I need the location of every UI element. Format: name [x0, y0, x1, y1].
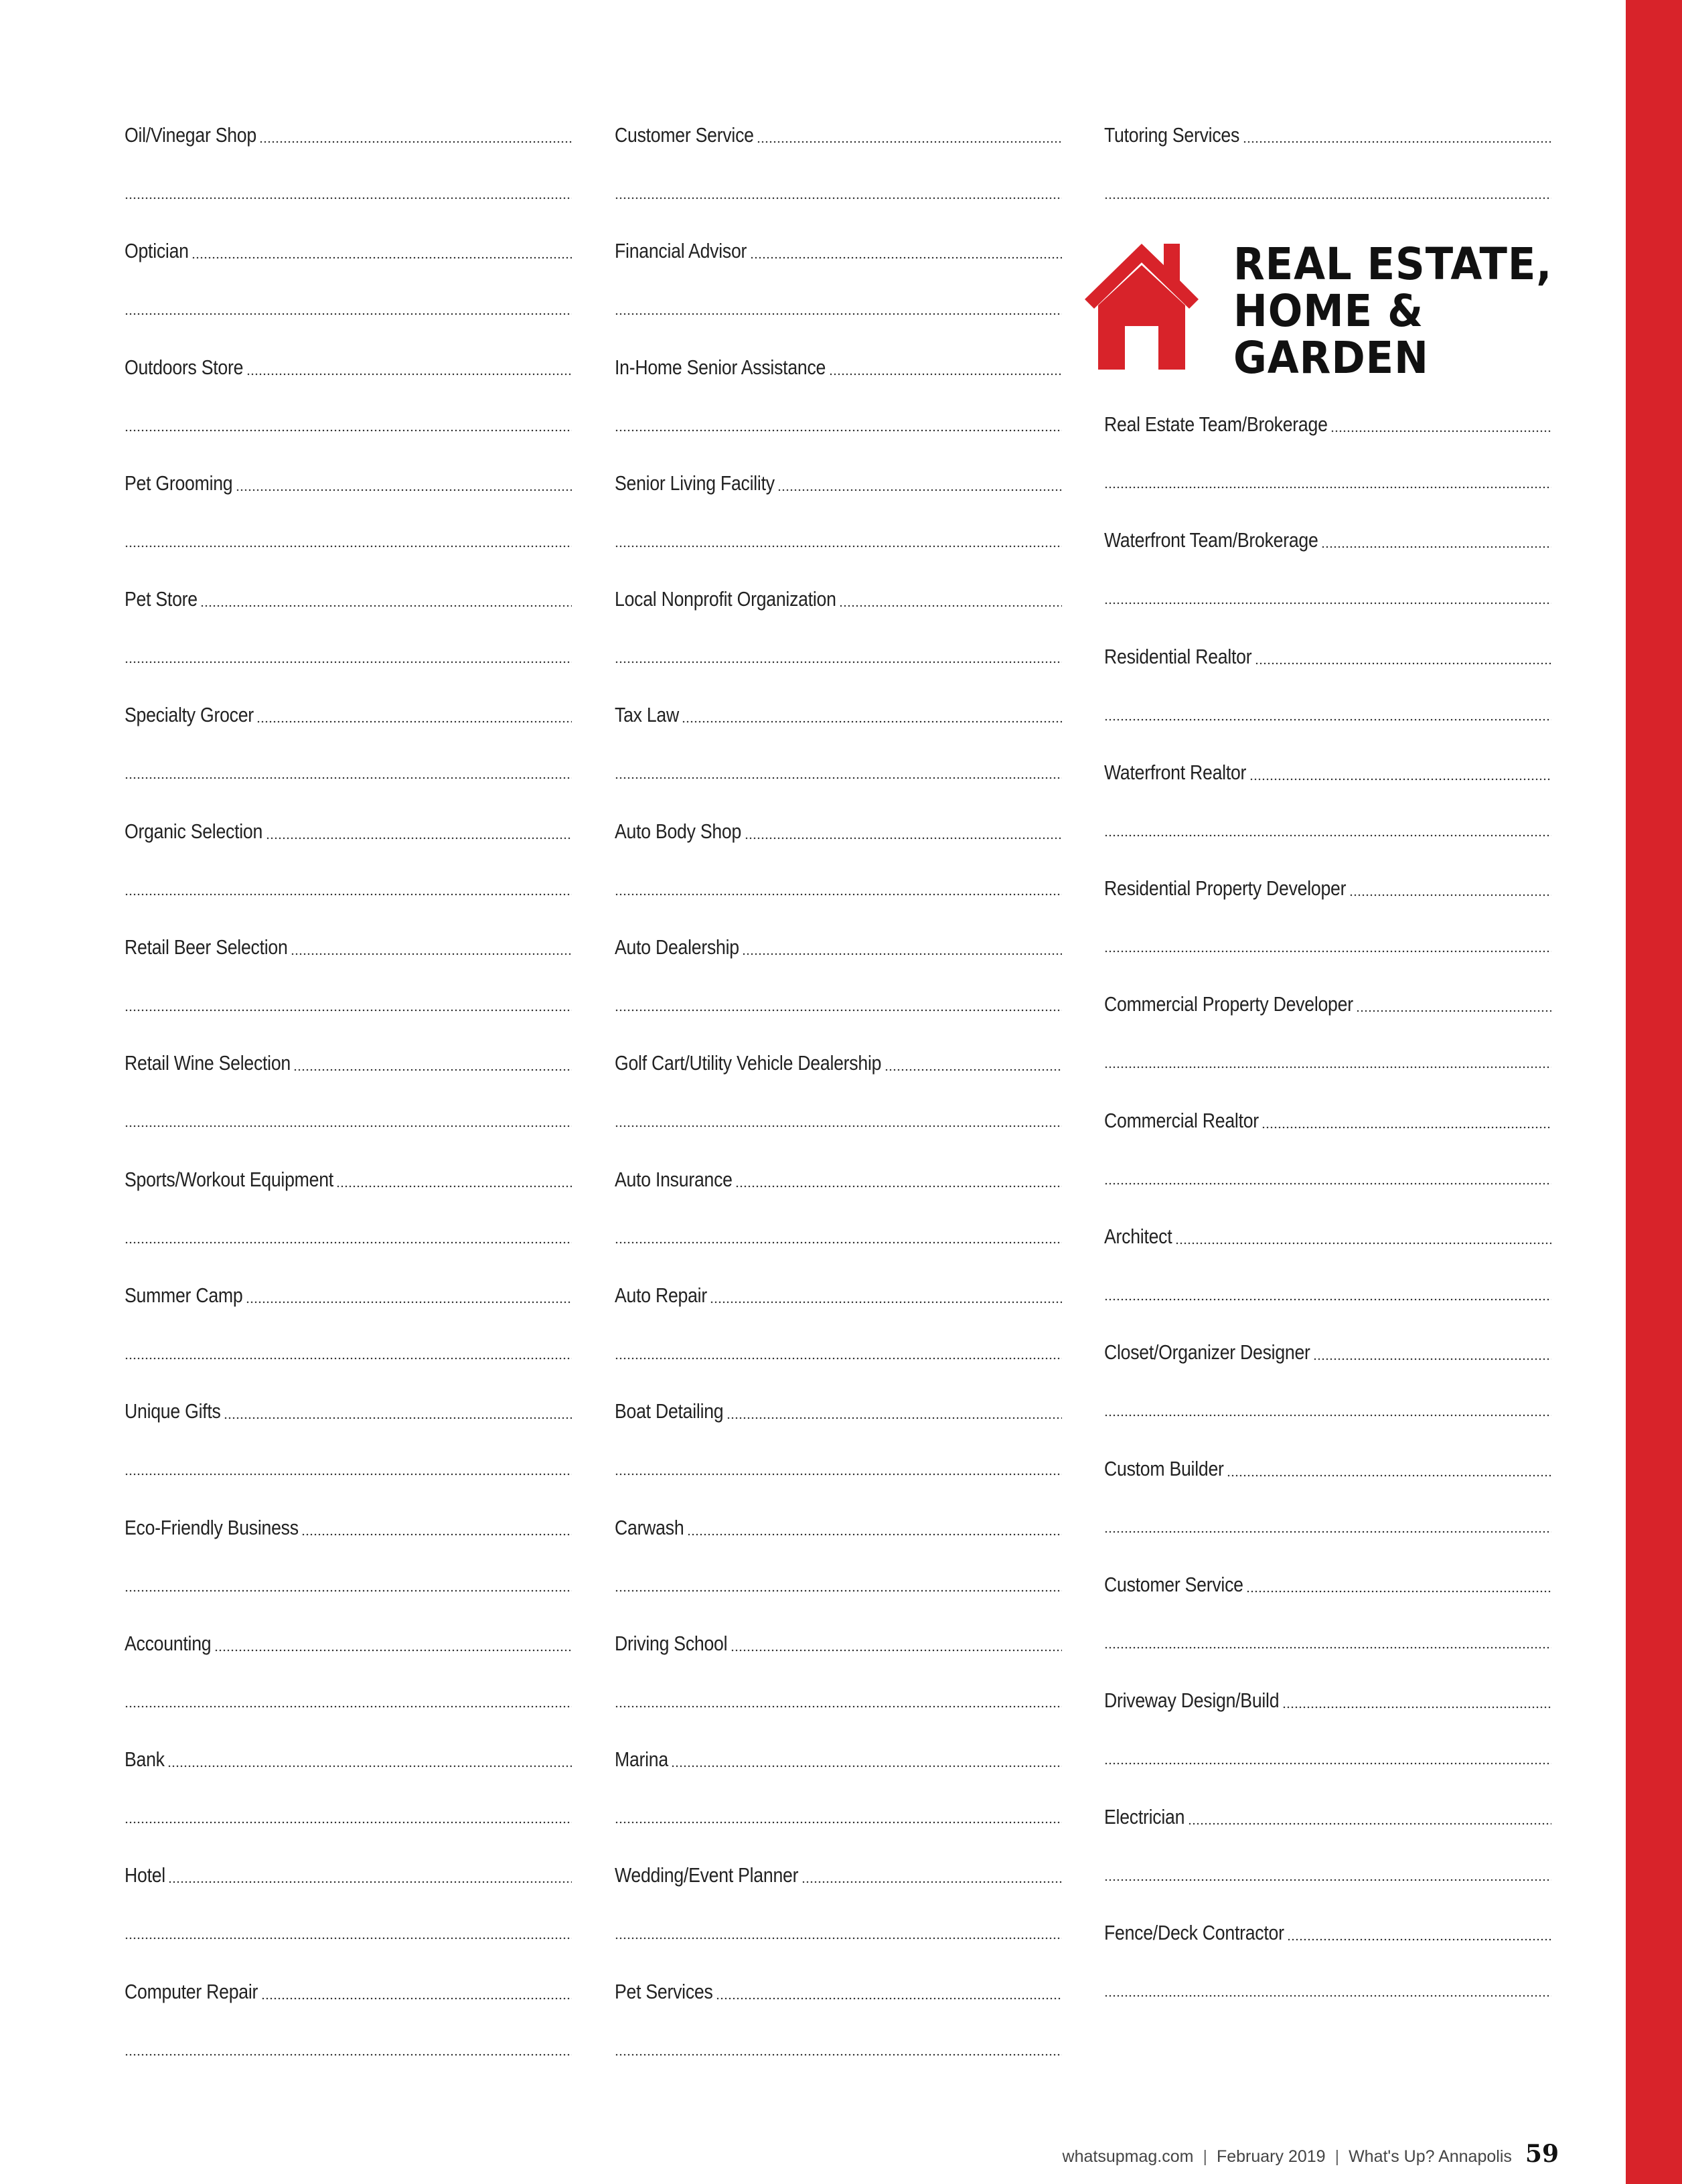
category-line: [125, 466, 572, 494]
answer-line[interactable]: [168, 1881, 572, 1883]
category-line: [1104, 1916, 1551, 1944]
section-title: [1233, 238, 1553, 384]
answer-line-second[interactable]: [1104, 1066, 1551, 1069]
category-line: [125, 1858, 572, 1886]
answer-line[interactable]: [1313, 1358, 1551, 1360]
ballot-entry: [615, 466, 1062, 582]
answer-line[interactable]: [236, 489, 572, 491]
answer-line-second[interactable]: [615, 1473, 1062, 1476]
category-line: [615, 1394, 1062, 1422]
answer-line-second[interactable]: [615, 1241, 1062, 1244]
answer-line-second[interactable]: [1104, 834, 1551, 837]
category-label: Optician: [125, 239, 189, 263]
answer-line[interactable]: [256, 720, 572, 723]
ballot-entry: [615, 814, 1062, 930]
category-line: [1104, 1219, 1551, 1247]
answer-line[interactable]: [1255, 662, 1551, 665]
answer-line[interactable]: [801, 1881, 1062, 1883]
page-footer: [1063, 2140, 1559, 2168]
answer-line-second[interactable]: [1104, 1298, 1551, 1301]
answer-line[interactable]: [727, 1417, 1062, 1419]
answer-line-second[interactable]: [615, 429, 1062, 432]
answer-line-second[interactable]: [1104, 1646, 1551, 1649]
answer-line[interactable]: [731, 1649, 1062, 1652]
category-line: [615, 582, 1062, 610]
answer-line[interactable]: [1330, 430, 1551, 433]
footer-separator: |: [1203, 2147, 1207, 2166]
ballot-entry: [1104, 755, 1551, 871]
category-line: [125, 1046, 572, 1074]
ballot-entry: [615, 1742, 1062, 1858]
answer-line-second[interactable]: [1104, 1762, 1551, 1765]
ballot-entry: [125, 1278, 572, 1394]
ballot-entry: [615, 350, 1062, 466]
answer-line-second[interactable]: [1104, 486, 1551, 489]
answer-line[interactable]: [1175, 1242, 1551, 1245]
category-line: [125, 350, 572, 378]
category-line: [1104, 523, 1551, 551]
ballot-entry: [1104, 987, 1551, 1103]
answer-line[interactable]: [261, 1997, 572, 2000]
category-line: [125, 698, 572, 726]
answer-line[interactable]: [291, 953, 572, 955]
category-line: [615, 1162, 1062, 1190]
category-label: Wedding/Event Planner: [615, 1863, 799, 1887]
ballot-entry: [125, 1626, 572, 1742]
answer-line[interactable]: [167, 1765, 572, 1768]
answer-line-second[interactable]: [1104, 1995, 1551, 1997]
category-label: Real Estate Team/Brokerage: [1104, 412, 1328, 436]
ballot-entry: [615, 234, 1062, 349]
answer-line[interactable]: [885, 1069, 1062, 1071]
answer-line[interactable]: [1188, 1822, 1551, 1825]
answer-line-second[interactable]: [615, 2053, 1062, 2056]
category-label: Eco-Friendly Business: [125, 1515, 299, 1539]
category-line: [125, 234, 572, 262]
category-line: [615, 698, 1062, 726]
category-line: [615, 1742, 1062, 1770]
ballot-entry: [615, 1162, 1062, 1278]
house-icon: [1078, 236, 1205, 376]
category-line: [1104, 1103, 1551, 1132]
category-label: Auto Dealership: [615, 935, 739, 959]
category-label: Customer Service: [1104, 1572, 1243, 1596]
answer-line-second[interactable]: [1104, 197, 1551, 200]
ballot-entry: [125, 466, 572, 582]
category-line: [615, 118, 1062, 146]
ballot-column-3-top: [1104, 118, 1551, 234]
category-line: [1104, 871, 1551, 899]
page-number: 59: [1525, 2140, 1559, 2168]
ballot-entry: [1104, 1683, 1551, 1799]
category-label: Outdoors Store: [125, 355, 244, 379]
ballot-entry: [125, 1046, 572, 1162]
answer-line-second[interactable]: [125, 313, 572, 315]
answer-line-second[interactable]: [125, 197, 572, 200]
ballot-entry: [1104, 1916, 1551, 2031]
answer-line[interactable]: [742, 953, 1062, 955]
category-label: Driving School: [615, 1631, 728, 1655]
answer-line-second[interactable]: [615, 1357, 1062, 1360]
answer-line[interactable]: [735, 1185, 1062, 1188]
category-label: Unique Gifts: [125, 1399, 221, 1423]
category-label: Sports/Workout Equipment: [125, 1167, 333, 1191]
category-label: Waterfront Team/Brokerage: [1104, 528, 1318, 552]
answer-line[interactable]: [336, 1185, 572, 1188]
ballot-entry: [125, 698, 572, 813]
answer-line[interactable]: [192, 256, 572, 259]
ballot-entry: [615, 1278, 1062, 1394]
answer-line-second[interactable]: [125, 893, 572, 896]
answer-line[interactable]: [266, 837, 572, 840]
answer-line-second[interactable]: [125, 1473, 572, 1476]
ballot-entry: [615, 582, 1062, 698]
category-line: [1104, 1452, 1551, 1480]
category-line: [1104, 407, 1551, 435]
category-label: Pet Grooming: [125, 471, 233, 495]
ballot-entry: [125, 234, 572, 349]
category-label: Carwash: [615, 1515, 684, 1539]
ballot-entry: [1104, 1103, 1551, 1219]
category-label: Auto Repair: [615, 1283, 707, 1307]
category-line: [615, 1858, 1062, 1886]
answer-line-second[interactable]: [125, 1937, 572, 1940]
category-line: [615, 1278, 1062, 1306]
answer-line-second[interactable]: [615, 1821, 1062, 1824]
answer-line-second[interactable]: [615, 1705, 1062, 1708]
answer-line[interactable]: [1249, 778, 1551, 781]
category-label: Electrician: [1104, 1804, 1185, 1828]
real-estate-section-header: [1078, 236, 1553, 384]
category-label: Hotel: [125, 1863, 165, 1887]
category-line: [125, 1626, 572, 1654]
ballot-entry: [615, 698, 1062, 813]
category-label: Driveway Design/Build: [1104, 1689, 1280, 1713]
answer-line[interactable]: [259, 141, 572, 143]
answer-line-second[interactable]: [615, 1009, 1062, 1012]
category-line: [615, 1974, 1062, 2003]
category-label: Closet/Organizer Designer: [1104, 1340, 1310, 1364]
ballot-entry: [125, 1742, 572, 1858]
answer-line-second[interactable]: [1104, 602, 1551, 605]
category-line: [125, 118, 572, 146]
answer-line-second[interactable]: [615, 1125, 1062, 1127]
category-label: Auto Insurance: [615, 1167, 733, 1191]
category-label: Oil/Vinegar Shop: [125, 123, 256, 147]
category-line: [615, 814, 1062, 842]
category-label: Custom Builder: [1104, 1456, 1224, 1480]
answer-line-second[interactable]: [125, 545, 572, 548]
category-label: Pet Services: [615, 1979, 713, 2003]
ballot-entry: [615, 1394, 1062, 1510]
answer-line-second[interactable]: [125, 1589, 572, 1592]
answer-line[interactable]: [750, 256, 1062, 259]
ballot-entry: [1104, 1335, 1551, 1451]
answer-line-second[interactable]: [1104, 1531, 1551, 1533]
answer-line-second[interactable]: [1104, 718, 1551, 721]
ballot-entry: [125, 1510, 572, 1626]
answer-line-second[interactable]: [615, 893, 1062, 896]
category-label: Marina: [615, 1747, 668, 1772]
ballot-entry: [1104, 407, 1551, 523]
answer-line[interactable]: [716, 1997, 1062, 2000]
ballot-entry: [615, 1858, 1062, 1974]
category-label: Tax Law: [615, 703, 679, 727]
answer-line[interactable]: [1282, 1706, 1551, 1709]
category-label: Customer Service: [615, 123, 754, 147]
answer-line[interactable]: [1262, 1126, 1551, 1129]
section-title-line-3: GARDEN: [1233, 332, 1429, 384]
category-line: [1104, 118, 1551, 146]
category-label: Auto Body Shop: [615, 819, 742, 843]
answer-line-second[interactable]: [125, 661, 572, 664]
category-line: [1104, 1800, 1551, 1828]
category-label: Architect: [1104, 1225, 1172, 1249]
ballot-entry: [615, 1626, 1062, 1742]
answer-line[interactable]: [246, 1301, 572, 1304]
ballot-column-1: [125, 118, 572, 2090]
category-line: [615, 1046, 1062, 1074]
category-line: [615, 1626, 1062, 1654]
answer-line[interactable]: [224, 1417, 572, 1419]
ballot-entry: [615, 118, 1062, 234]
footer-separator: |: [1334, 2147, 1340, 2166]
answer-line[interactable]: [1287, 1938, 1551, 1941]
answer-line-second[interactable]: [125, 777, 572, 779]
ballot-entry: [1104, 1800, 1551, 1916]
category-line: [1104, 1567, 1551, 1595]
ballot-column-3-real-estate: [1104, 407, 1551, 2031]
answer-line-second[interactable]: [615, 197, 1062, 200]
category-line: [615, 350, 1062, 378]
ballot-entry: [1104, 523, 1551, 639]
ballot-entry: [125, 1858, 572, 1974]
category-label: Retail Beer Selection: [125, 935, 288, 959]
answer-line-second[interactable]: [1104, 1182, 1551, 1185]
category-label: Fence/Deck Contractor: [1104, 1920, 1284, 1944]
answer-line[interactable]: [246, 373, 572, 376]
category-line: [1104, 755, 1551, 783]
answer-line-second[interactable]: [615, 1937, 1062, 1940]
ballot-entry: [615, 1046, 1062, 1162]
category-label: Summer Camp: [125, 1283, 243, 1307]
category-label: Pet Store: [125, 587, 198, 611]
category-line: [125, 1394, 572, 1422]
answer-line-second[interactable]: [125, 1241, 572, 1244]
answer-line[interactable]: [777, 489, 1062, 491]
category-line: [125, 930, 572, 958]
answer-line[interactable]: [1356, 1010, 1551, 1012]
ballot-entry: [1104, 1567, 1551, 1683]
answer-line-second[interactable]: [125, 1125, 572, 1127]
ballot-entry: [125, 350, 572, 466]
footer-publication: What's Up? Annapolis: [1349, 2147, 1512, 2166]
ballot-entry: [615, 1974, 1062, 2090]
category-line: [125, 814, 572, 842]
answer-line-second[interactable]: [615, 313, 1062, 315]
category-line: [125, 1510, 572, 1539]
category-line: [125, 582, 572, 610]
ballot-entry: [615, 930, 1062, 1046]
category-label: Golf Cart/Utility Vehicle Dealership: [615, 1051, 882, 1075]
answer-line-second[interactable]: [125, 1821, 572, 1824]
answer-line[interactable]: [214, 1649, 572, 1652]
answer-line-second[interactable]: [615, 777, 1062, 779]
answer-line-second[interactable]: [615, 1589, 1062, 1592]
answer-line-second[interactable]: [125, 1009, 572, 1012]
category-label: Tutoring Services: [1104, 123, 1240, 147]
answer-line[interactable]: [1321, 546, 1551, 548]
category-label: Residential Property Developer: [1104, 876, 1347, 901]
category-line: [1104, 639, 1551, 668]
category-line: [125, 1278, 572, 1306]
category-line: [615, 1510, 1062, 1539]
answer-line[interactable]: [839, 605, 1062, 607]
answer-line[interactable]: [293, 1069, 572, 1071]
category-line: [125, 1162, 572, 1190]
ballot-entry: [1104, 871, 1551, 987]
answer-line[interactable]: [829, 373, 1062, 376]
category-label: Accounting: [125, 1631, 212, 1655]
answer-line-second[interactable]: [125, 429, 572, 432]
answer-line-second[interactable]: [615, 661, 1062, 664]
category-label: Specialty Grocer: [125, 703, 254, 727]
ballot-entry: [1104, 639, 1551, 755]
answer-line[interactable]: [682, 720, 1062, 723]
category-label: Organic Selection: [125, 819, 263, 843]
category-line: [1104, 987, 1551, 1015]
footer-issue: February 2019: [1216, 2147, 1326, 2166]
answer-line-second[interactable]: [1104, 1879, 1551, 1881]
category-label: Local Nonprofit Organization: [615, 587, 836, 611]
category-label: In-Home Senior Assistance: [615, 355, 826, 379]
ballot-column-2: [615, 118, 1062, 2090]
ballot-entry: [125, 118, 572, 234]
category-line: [1104, 1683, 1551, 1711]
ballot-entry: [1104, 118, 1551, 234]
category-line: [1104, 1335, 1551, 1363]
answer-line-second[interactable]: [1104, 950, 1551, 953]
answer-line[interactable]: [1349, 894, 1551, 896]
answer-line-second[interactable]: [125, 1705, 572, 1708]
answer-line[interactable]: [301, 1533, 572, 1536]
ballot-entry: [125, 1394, 572, 1510]
answer-line[interactable]: [1227, 1474, 1551, 1477]
answer-line[interactable]: [710, 1301, 1062, 1304]
category-line: [615, 930, 1062, 958]
category-line: [125, 1742, 572, 1770]
category-label: Commercial Property Developer: [1104, 992, 1353, 1016]
category-label: Financial Advisor: [615, 239, 747, 263]
category-line: [615, 466, 1062, 494]
category-label: Senior Living Facility: [615, 471, 775, 495]
ballot-entry: [125, 1162, 572, 1278]
answer-line[interactable]: [1246, 1590, 1551, 1593]
category-label: Bank: [125, 1747, 165, 1772]
category-label: Boat Detailing: [615, 1399, 724, 1423]
ballot-entry: [1104, 1452, 1551, 1567]
answer-line-second[interactable]: [1104, 1414, 1551, 1417]
category-label: Commercial Realtor: [1104, 1108, 1259, 1132]
category-label: Waterfront Realtor: [1104, 760, 1247, 784]
answer-line-second[interactable]: [125, 2053, 572, 2056]
ballot-entry: [615, 1510, 1062, 1626]
ballot-entry: [1104, 1219, 1551, 1335]
answer-line[interactable]: [200, 605, 572, 607]
ballot-entry: [125, 1974, 572, 2090]
category-label: Residential Realtor: [1104, 644, 1252, 668]
ballot-entry: [125, 814, 572, 930]
section-title-line-1: REAL ESTATE,: [1233, 238, 1553, 290]
answer-line[interactable]: [671, 1765, 1062, 1768]
answer-line[interactable]: [1243, 141, 1551, 143]
category-line: [615, 234, 1062, 262]
category-label: Computer Repair: [125, 1979, 258, 2003]
section-title-line-2: HOME &: [1233, 285, 1424, 337]
ballot-entry: [125, 930, 572, 1046]
footer-site: whatsupmag.com: [1062, 2147, 1194, 2166]
ballot-entry: [125, 582, 572, 698]
answer-line-second[interactable]: [615, 545, 1062, 548]
category-label: Retail Wine Selection: [125, 1051, 291, 1075]
answer-line-second[interactable]: [125, 1357, 572, 1360]
answer-line[interactable]: [757, 141, 1062, 143]
answer-line[interactable]: [687, 1533, 1062, 1536]
answer-line[interactable]: [745, 837, 1062, 840]
page-edge-red-bar: [1626, 0, 1682, 2184]
category-line: [125, 1974, 572, 2003]
